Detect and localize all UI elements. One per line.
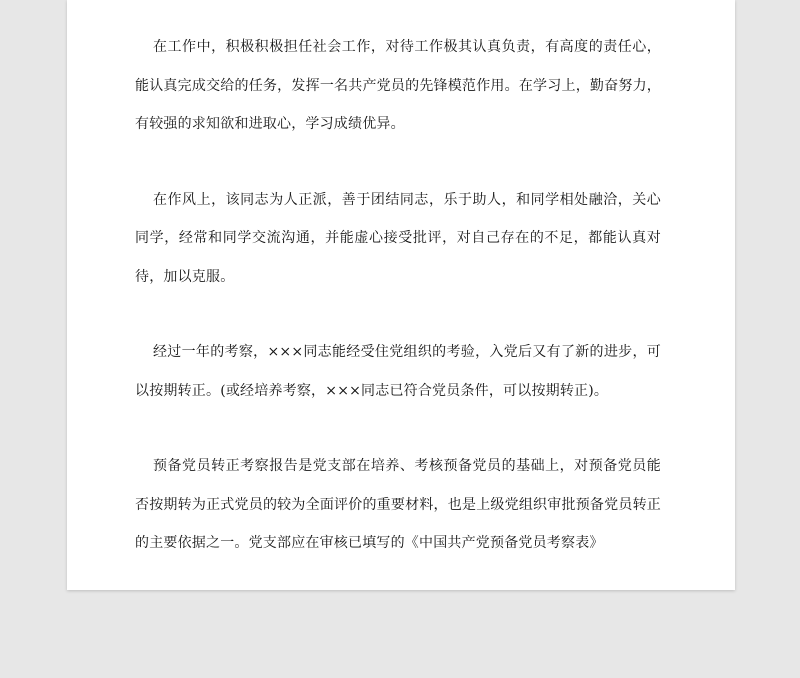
- paragraph-style: 在作风上，该同志为人正派，善于团结同志，乐于助人，和同学相处融洽，关心同学，经常和同学交流沟通，并能虚心接受批评，对自己存在的不足，都能认真对待，加以克服。: [135, 191, 661, 285]
- document-page: [67, 0, 735, 590]
- paragraph-report-intro: 预备党员转正考察报告是党支部在培养、考核预备党员的基础上，对预备党员能否按期转为正式党员的较为全面评价的重要材料，也是上级党组织审批预备党员转正的主要依据之一。党支部应在审核已填写的《中国共产党预备党员考察表》: [135, 458, 661, 551]
- paragraph-work: 在工作中，积极积极担任社会工作，对待工作极其认真负责，有高度的责任心，能认真完成交给的任务，发挥一名共产党员的先锋模范作用。在学习上，勤奋努力，有较强的求知欲和进取心，学习成绩优异。: [135, 39, 661, 132]
- paragraph-conclusion: 经过一年的考察，×××同志能经受住党组织的考验，入党后又有了新的进步，可以按期转正。(或经培养考察，×××同志已符合党员条件，可以按期转正)。: [135, 344, 661, 399]
